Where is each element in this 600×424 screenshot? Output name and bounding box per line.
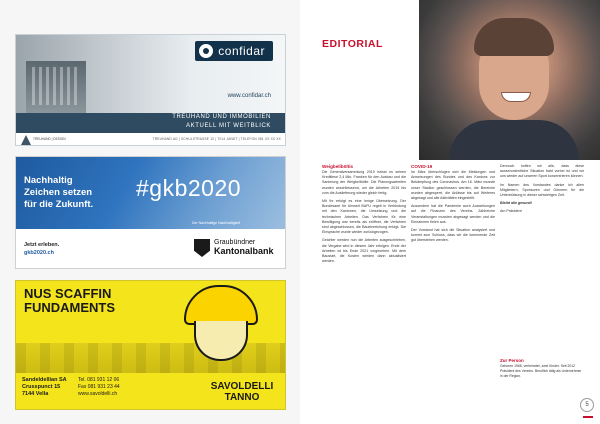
confidar-url: www.confidar.ch bbox=[227, 93, 271, 99]
fax-line: Fax 081 931 23 44 bbox=[78, 384, 120, 390]
text-column-1 bbox=[322, 164, 406, 267]
right-page bbox=[300, 0, 600, 424]
savoldelli-headline-2: FUNDAMENTS bbox=[24, 300, 115, 315]
hair-shape bbox=[474, 18, 554, 56]
section-title: EDITORIAL bbox=[322, 38, 383, 50]
worker-illustration bbox=[166, 285, 276, 367]
gkb-slogan-line-3: für die Zukunft. bbox=[24, 199, 94, 210]
confidar-brand-name: confidar bbox=[218, 44, 265, 58]
column-2-paragraph: Ausserdem hat die Pandemie auch Auswirkungen auf die Finanzen des Vereins. Zahlreiche Veranstaltungen mussten abgesagt werden und die Einnahmen fielen aus. bbox=[411, 204, 495, 224]
page-marker bbox=[583, 410, 593, 418]
column-1-paragraph: Geichter werden nun die Arbeiten ausgeschrieben, die Vergabe wird in diesem Jahr erfolgen. Ende der Arbeiten ist bis Ende 2021 vorgesehen. Mit dem Baustart, die Kosten werden dann aktualisiert werden. bbox=[322, 238, 406, 264]
confidar-headline-1: TREUHAND UND IMMOBILIEN bbox=[172, 114, 271, 120]
savoldelli-headline bbox=[24, 287, 115, 315]
column-1-paragraph: Die Generalversammlung 2019 heisst es seinen Kreditlese 2,4 Mio. Franken für den Ausbau und die Sanierung der Weigbelibölte. Die Planungsarbeiten wurden anschliessend, um die Arbeiten 2019 bis zum die Auslieferung wieder gleich fertig. bbox=[322, 170, 406, 195]
savoldelli-ad bbox=[15, 280, 286, 410]
worker-face bbox=[194, 321, 248, 361]
closing-line: Bleibt alle gesund! bbox=[500, 201, 532, 206]
gkb-slogan bbox=[24, 175, 93, 211]
gkb-mini-text: Der Nachhaltige Nachhaltigkeit bbox=[192, 221, 241, 225]
signature: Am Präsident bbox=[500, 209, 522, 214]
text-column-2 bbox=[411, 164, 495, 247]
shirt-shape bbox=[449, 120, 579, 160]
savoldelli-headline-1: NUS SCAFFIN bbox=[24, 286, 112, 301]
column-3-paragraph: Im Namen des Vorstandes danke ich allen Mitgliedern, Sponsoren und Gönnern für die Unterstützung in dieser schwierigen Zeit. bbox=[500, 182, 584, 198]
confidar-logo bbox=[195, 41, 273, 61]
address-line-2: Crusspunct 15 bbox=[22, 384, 61, 390]
shield-icon bbox=[194, 239, 210, 257]
gkb-hashtag: #gkb2020 bbox=[136, 175, 242, 201]
column-2-heading: COVID-19 bbox=[411, 164, 433, 169]
bank-name-line-2: Kantonalbank bbox=[214, 246, 274, 256]
web-line: www.savoldelli.ch bbox=[78, 391, 118, 397]
gkb-slogan-line-1: Nachhaltig bbox=[24, 175, 73, 186]
bio-title: Zur Person bbox=[500, 358, 524, 363]
bank-name bbox=[214, 239, 274, 257]
gkb-ad bbox=[15, 156, 286, 269]
confidar-logo-mark-icon bbox=[199, 44, 213, 58]
column-2-paragraph: Im März überschlugen sich die Meldungen und Anweisungen des Bundes und des Kantons zur Bekämpfung des Coronavirus. Am 16. März musste unser Stadion geschlossen werden, die Bereiche wurden abgesperrt, die Anlässe bis auf Weiteres abgesagt und alle Aktivitäten eingestellt. bbox=[411, 170, 495, 201]
portrait-photo bbox=[419, 0, 600, 160]
text-column-3 bbox=[500, 164, 584, 218]
gkb-cta-line: Jetzt erleben. bbox=[24, 242, 60, 248]
savoldelli-brand bbox=[206, 381, 278, 403]
confidar-headline-2: AKTUELL MIT WEITBLICK bbox=[186, 123, 271, 129]
confidar-ad bbox=[15, 34, 286, 146]
triangle-logo-icon bbox=[21, 135, 31, 145]
hard-hat-icon bbox=[184, 285, 258, 325]
brand-line-2: TANNO bbox=[224, 392, 260, 403]
bio-text: Geboren 1968, verheiratet, zwei Kinder. Seit 2012 Präsident des Vereins. Beruflich tätig als Unternehmer in der Region. bbox=[500, 364, 582, 378]
bio-box bbox=[500, 358, 584, 378]
confidar-footer bbox=[16, 133, 286, 146]
bank-name-line-1: Graubündner bbox=[214, 239, 256, 246]
column-1-heading: Weigbeliböltis bbox=[322, 164, 354, 169]
brand-line-1: SAVOLDELLI bbox=[210, 381, 274, 392]
gkb-logo bbox=[194, 239, 274, 257]
column-1-paragraph: Mit Ihr erfolgt es eine lenige Übersetzung. Der Bundesamt für Umwelt BAFU regelt in Verbindung mit den Kantonen, die Umsetzung und die technischen Arbeiten. Das Verfahren für eine Bewilligung war bereits als eröffnet, die Verfahren sind abgeschlossen, die Baueinreichung erfolgt. Die Einsprache wurde wieder zurückgezogen. bbox=[322, 199, 406, 235]
footer-label: TREUHAND | DESIGN bbox=[33, 137, 66, 141]
gkb-cta bbox=[24, 241, 59, 257]
building-illustration bbox=[26, 61, 86, 113]
footer-address: TREUHAND AG | SCHULSTRASSE 10 | 7014 JANDT | TELEFON 081 XX XX XX bbox=[152, 137, 281, 141]
column-2-paragraph: Der Vorstand hat sich die Situation analysiert und kommt zum Schluss, dass wir die kommende Zeit gut überstehen werden. bbox=[411, 228, 495, 243]
phone-line: Tel. 081 931 12 06 bbox=[78, 377, 120, 383]
savoldelli-phones bbox=[78, 377, 120, 398]
savoldelli-address bbox=[22, 377, 67, 398]
address-line-1: Sandeldellian SA bbox=[22, 377, 67, 383]
page-number: 5 bbox=[580, 398, 594, 412]
gkb-cta-url: gkb2020.ch bbox=[24, 250, 54, 256]
address-line-3: 7144 Vella bbox=[22, 391, 49, 397]
gkb-slogan-line-2: Zeichen setzen bbox=[24, 187, 93, 198]
column-3-paragraph: Dennoch hoffen wir alle, dass diese ausserordentliche Situation bald vorbei ist und wir uns wieder auf unseren Sport konzentrieren können. bbox=[500, 164, 584, 179]
